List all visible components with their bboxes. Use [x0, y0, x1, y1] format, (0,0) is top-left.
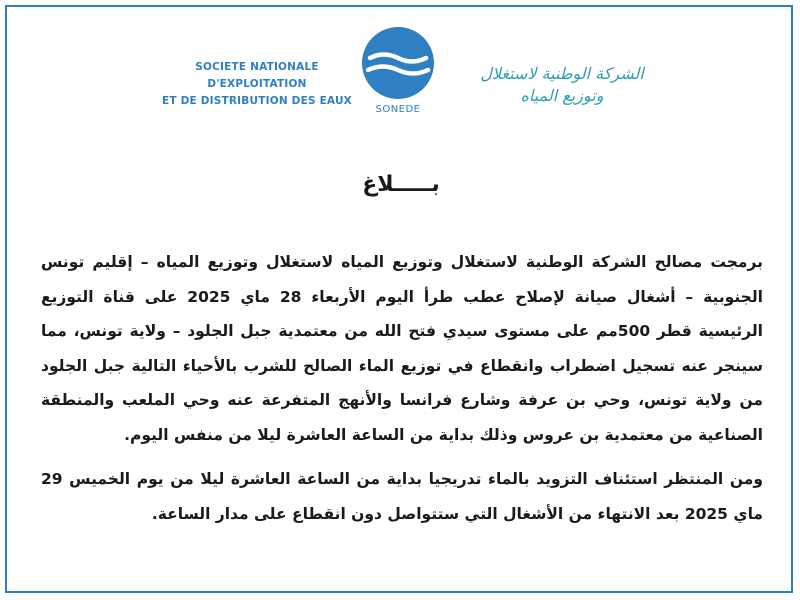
letterhead [7, 7, 795, 127]
org-name-arabic: الشركة الوطنية لاستغلال وتوزيع المياه [480, 64, 644, 105]
org-name-french-line-2: ET DE DISTRIBUTION DES EAUX [162, 95, 352, 107]
org-name-french-line-1: SOCIETE NATIONALE D'EXPLOITATION [195, 61, 319, 90]
announcement-body [41, 245, 763, 541]
paragraph-2: ومن المنتظر استئناف التزويد بالماء تدريجيا بداية من الساعة العاشرة ليلا من يوم الخميس 29 ماي 2025 بعد الانتهاء من الأشغال التي ستتواصل دون انقطاع على مدار الساعة. [41, 470, 763, 523]
logo-caption: SONEDE [375, 104, 421, 115]
document-title: بـــــلاغ [362, 172, 440, 197]
document-frame [5, 5, 793, 593]
paragraph-1: برمجت مصالح الشركة الوطنية لاستغلال وتوزيع المياه لاستغلال وتوزيع المياه – إقليم تونس الجنوبية – أشغال صيانة لإصلاح عطب طرأ اليوم الأربعاء 28 ماي 2025 على قناة التوزيع الرئيسية قطر 500مم على مستوى سيدي فتح الله من معتمدية جبل الجلود – ولاية تونس، مما سينجر عنه تسجيل اضطراب وانقطاع في توزيع الماء الصالح للشرب بالأحياء التالية جبل الجلود من ولاية تونس، وحي بن عرفة وشارع فرانسا والأنهج المتفرعة عنه وحي الملعب والمنطقة الصناعية من معتمدية بن عروس وذلك بداية من الساعة العاشرة ليلا من منفس اليوم. [41, 253, 763, 444]
org-name-french [147, 59, 367, 110]
sonede-logo-icon [360, 25, 436, 101]
